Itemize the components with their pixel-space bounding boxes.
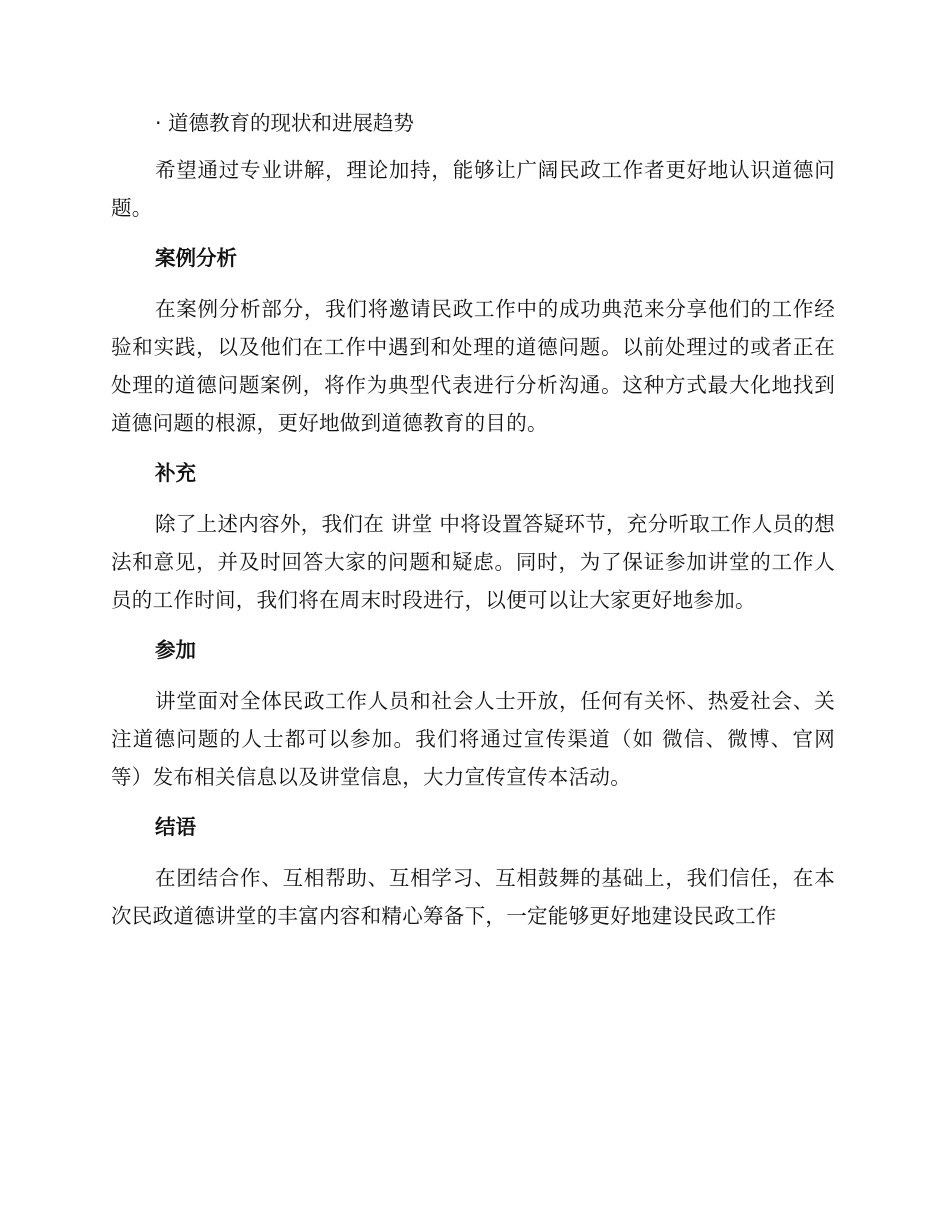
- bullet-item: · 道德教育的现状和进展趋势: [155, 111, 415, 135]
- section-heading-participation: 参加: [155, 638, 196, 662]
- document-page: [111, 104, 835, 947]
- section-body-case-analysis: 在案例分析部分，我们将邀请民政工作中的成功典范来分享他们的工作经验和实践，以及他们在工作中遇到和处理的道德问题。以前处理过的或者正在处理的道德问题案例，将作为典型代表进行分析沟通。这种方式最大化地找到道德问题的根源，更好地做到道德教育的目的。: [111, 297, 835, 435]
- section-body-participation: 讲堂面对全体民政工作人员和社会人士开放，任何有关怀、热爱社会、关注道德问题的人士都可以参加。我们将通过宣传渠道（如 微信、微博、官网等）发布相关信息以及讲堂信息，大力宣传宣传本活动。: [111, 689, 835, 789]
- section-body-conclusion: 在团结合作、互相帮助、互相学习、互相鼓舞的基础上，我们信任，在本次民政道德讲堂的丰富内容和精心筹备下，一定能够更好地建设民政工作: [111, 866, 835, 928]
- section-heading-case-analysis: 案例分析: [155, 246, 237, 270]
- intro-paragraph: 希望通过专业讲解，理论加持，能够让广阔民政工作者更好地认识道德问题。: [111, 158, 835, 220]
- section-heading-supplement: 补充: [155, 461, 196, 485]
- section-heading-conclusion: 结语: [155, 815, 196, 839]
- section-body-supplement: 除了上述内容外，我们在 讲堂 中将设置答疑环节，充分听取工作人员的想法和意见，并及时回答大家的问题和疑虑。同时，为了保证参加讲堂的工作人员的工作时间，我们将在周末时段进行，以便可以让大家更好地参加。: [111, 512, 835, 612]
